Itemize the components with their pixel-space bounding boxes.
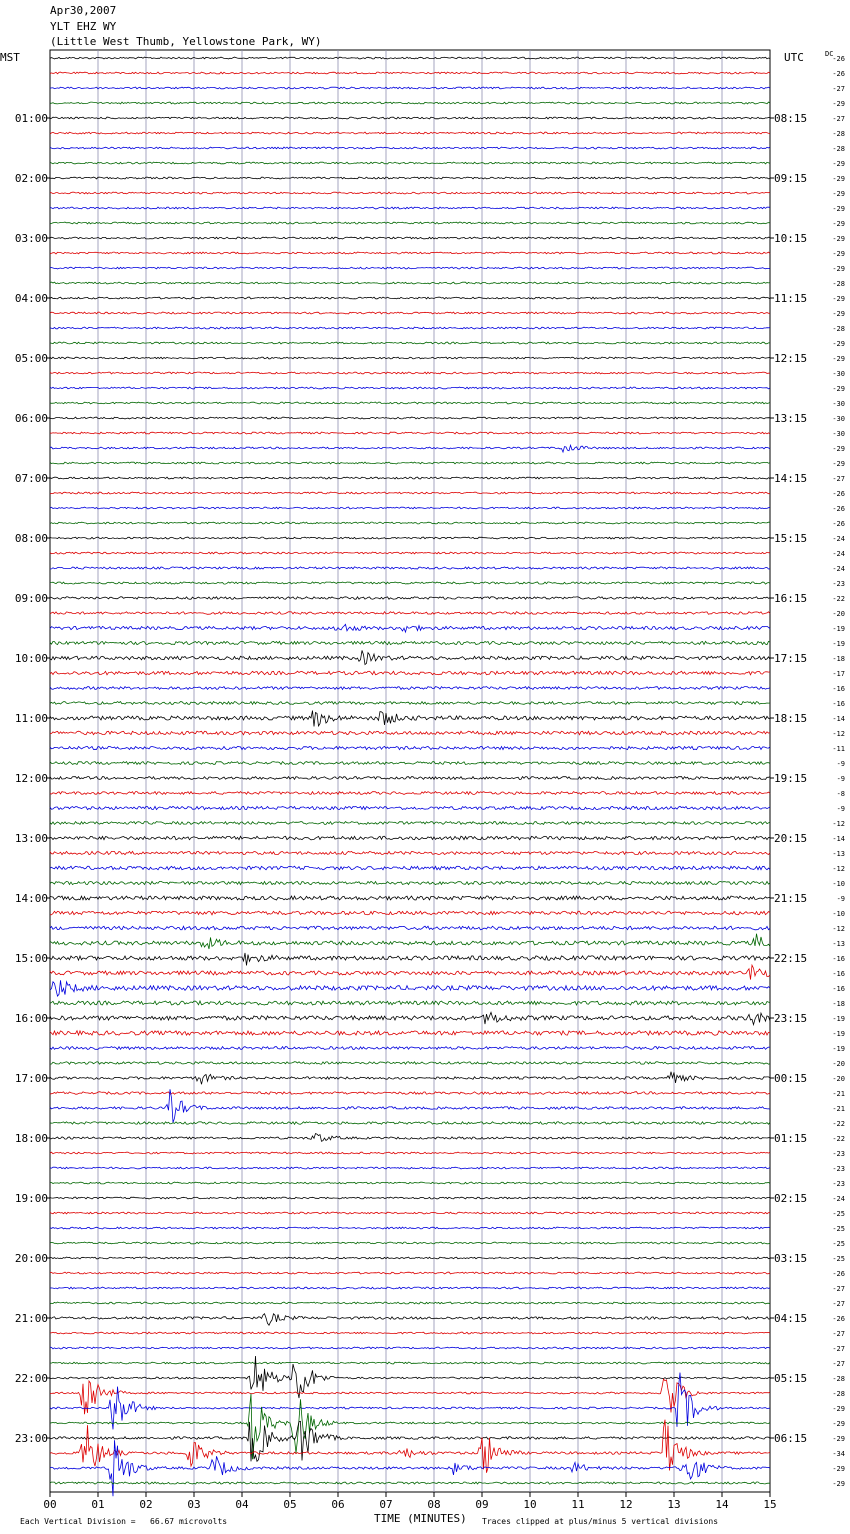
dc-offset-label: -19 bbox=[832, 1015, 845, 1023]
trace-line bbox=[50, 417, 770, 419]
trace-line bbox=[50, 1420, 770, 1473]
dc-offset-label: -19 bbox=[832, 640, 845, 648]
trace-line bbox=[50, 282, 770, 284]
dc-offset-label: -24 bbox=[832, 535, 845, 543]
dc-offset-label: -29 bbox=[832, 265, 845, 273]
trace-line bbox=[50, 762, 770, 765]
trace-line bbox=[50, 372, 770, 374]
mst-hour-label: 18:00 bbox=[14, 1132, 48, 1145]
utc-hour-label: 02:15 bbox=[774, 1192, 808, 1205]
dc-offset-label: -23 bbox=[832, 1150, 845, 1158]
trace-line bbox=[50, 87, 770, 89]
trace-line bbox=[50, 267, 770, 269]
dc-offset-label: -9 bbox=[836, 805, 845, 813]
trace-line bbox=[50, 177, 770, 179]
dc-offset-label: -26 bbox=[832, 505, 845, 513]
trace-line bbox=[50, 445, 770, 452]
trace-line bbox=[50, 1314, 770, 1326]
trace-line bbox=[50, 711, 770, 727]
dc-offset-label: -20 bbox=[832, 1060, 845, 1068]
dc-offset-label: -29 bbox=[832, 1465, 845, 1473]
dc-offset-label: -22 bbox=[832, 1135, 845, 1143]
dc-offset-label: -30 bbox=[832, 400, 845, 408]
dc-offset-label: -26 bbox=[832, 1270, 845, 1278]
x-tick-label: 09 bbox=[475, 1498, 489, 1511]
utc-hour-label: 22:15 bbox=[774, 952, 808, 965]
trace-line bbox=[50, 132, 770, 134]
dc-offset-label: -27 bbox=[832, 1360, 845, 1368]
trace-line bbox=[50, 552, 770, 554]
trace-line bbox=[50, 1332, 770, 1334]
utc-hour-label: 00:15 bbox=[774, 1072, 808, 1085]
trace-line bbox=[50, 1122, 770, 1125]
trace-line bbox=[50, 866, 770, 870]
trace-line bbox=[50, 57, 770, 59]
trace-line bbox=[50, 1031, 770, 1035]
dc-offset-label: -29 bbox=[832, 235, 845, 243]
trace-line bbox=[50, 222, 770, 224]
dc-offset-label: -27 bbox=[832, 1300, 845, 1308]
chart-location: (Little West Thumb, Yellowstone Park, WY) bbox=[50, 35, 322, 48]
dc-offset-label: -24 bbox=[832, 1195, 845, 1203]
dc-offset-label: -12 bbox=[832, 730, 845, 738]
trace-line bbox=[50, 881, 770, 884]
mst-hour-label: 20:00 bbox=[14, 1252, 48, 1265]
trace-line bbox=[50, 237, 770, 239]
trace-line bbox=[50, 624, 770, 632]
x-tick-label: 04 bbox=[235, 1498, 249, 1511]
dc-offset-label: -29 bbox=[832, 460, 845, 468]
mst-hour-label: 14:00 bbox=[14, 892, 48, 905]
trace-line bbox=[50, 612, 770, 615]
dc-offset-label: -8 bbox=[836, 790, 845, 798]
dc-offset-label: -28 bbox=[832, 130, 845, 138]
dc-offset-label: -9 bbox=[836, 775, 845, 783]
dc-offset-label: -9 bbox=[836, 895, 845, 903]
axis-labels bbox=[0, 50, 845, 1511]
trace-line bbox=[50, 836, 770, 840]
dc-offset-label: -26 bbox=[832, 520, 845, 528]
trace-line bbox=[50, 1302, 770, 1304]
dc-offset-label: -10 bbox=[832, 880, 845, 888]
trace-line bbox=[50, 746, 770, 749]
mst-hour-label: 19:00 bbox=[14, 1192, 48, 1205]
trace-line bbox=[50, 1001, 770, 1005]
trace-line bbox=[50, 402, 770, 404]
mst-hour-label: 09:00 bbox=[14, 592, 48, 605]
dc-offset-label: -29 bbox=[832, 190, 845, 198]
dc-offset-label: -28 bbox=[832, 325, 845, 333]
mst-axis-label: MST bbox=[0, 51, 20, 64]
x-tick-label: 02 bbox=[139, 1498, 153, 1511]
division-note: Each Vertical Division = 66.67 microvolts bbox=[20, 1517, 228, 1526]
trace-line bbox=[50, 522, 770, 524]
trace-line bbox=[50, 777, 770, 780]
time-grid bbox=[50, 50, 770, 1492]
trace-line bbox=[50, 1362, 770, 1364]
x-tick-label: 05 bbox=[283, 1498, 297, 1511]
dc-offset-label: -20 bbox=[832, 1075, 845, 1083]
trace-line bbox=[50, 702, 770, 705]
utc-hour-label: 06:15 bbox=[774, 1432, 808, 1445]
trace-line bbox=[50, 117, 770, 119]
trace-line bbox=[50, 342, 770, 344]
dc-offset-label: -29 bbox=[832, 1435, 845, 1443]
trace-line bbox=[50, 252, 770, 254]
chart-date: Apr30,2007 bbox=[50, 4, 117, 17]
clip-note: Traces clipped at plus/minus 5 vertical divisions bbox=[482, 1517, 719, 1526]
dc-offset-label: -9 bbox=[836, 760, 845, 768]
dc-offset-label: -23 bbox=[832, 580, 845, 588]
trace-line bbox=[50, 492, 770, 494]
trace-line bbox=[50, 1287, 770, 1289]
dc-offset-label: -34 bbox=[832, 1450, 845, 1458]
utc-hour-label: 01:15 bbox=[774, 1132, 808, 1145]
dc-offset-label: -26 bbox=[832, 490, 845, 498]
dc-offset-label: -30 bbox=[832, 430, 845, 438]
utc-hour-label: 18:15 bbox=[774, 712, 808, 725]
dc-offset-label: -24 bbox=[832, 565, 845, 573]
dc-offset-label: -29 bbox=[832, 385, 845, 393]
x-axis-title: TIME (MINUTES) bbox=[374, 1512, 467, 1525]
utc-hour-label: 12:15 bbox=[774, 352, 808, 365]
x-tick-label: 15 bbox=[763, 1498, 777, 1511]
dc-offset-label: -16 bbox=[832, 985, 845, 993]
dc-offset-label: -29 bbox=[832, 175, 845, 183]
trace-line bbox=[50, 102, 770, 104]
dc-offset-label: -29 bbox=[832, 100, 845, 108]
dc-offset-label: -19 bbox=[832, 1045, 845, 1053]
dc-offset-label: -23 bbox=[832, 1165, 845, 1173]
trace-line bbox=[50, 1212, 770, 1214]
dc-offset-label: -10 bbox=[832, 910, 845, 918]
trace-line bbox=[50, 1421, 770, 1461]
dc-offset-label: -14 bbox=[832, 715, 845, 723]
dc-offset-label: -28 bbox=[832, 145, 845, 153]
trace-line bbox=[50, 650, 770, 664]
dc-offset-label: -13 bbox=[832, 940, 845, 948]
trace-line bbox=[50, 207, 770, 209]
dc-offset-label: -29 bbox=[832, 160, 845, 168]
trace-line bbox=[50, 1134, 770, 1142]
x-tick-label: 00 bbox=[43, 1498, 57, 1511]
dc-offset-label: -26 bbox=[832, 55, 845, 63]
dc-offset-label: -30 bbox=[832, 370, 845, 378]
mst-hour-label: 01:00 bbox=[14, 112, 48, 125]
dc-offset-label: -14 bbox=[832, 835, 845, 843]
dc-offset-label: -16 bbox=[832, 970, 845, 978]
x-tick-label: 10 bbox=[523, 1498, 537, 1511]
trace-line bbox=[50, 1062, 770, 1065]
mst-hour-label: 11:00 bbox=[14, 712, 48, 725]
x-tick-label: 06 bbox=[331, 1498, 345, 1511]
dc-offset-label: -25 bbox=[832, 1240, 845, 1248]
dc-offset-label: -22 bbox=[832, 1120, 845, 1128]
trace-group bbox=[50, 57, 770, 1496]
dc-offset-label: -16 bbox=[832, 955, 845, 963]
utc-axis-label: UTC bbox=[784, 51, 804, 64]
utc-hour-label: 04:15 bbox=[774, 1312, 808, 1325]
trace-line bbox=[50, 953, 770, 966]
dc-offset-label: -27 bbox=[832, 1330, 845, 1338]
trace-line bbox=[50, 1482, 770, 1484]
x-tick-label: 01 bbox=[91, 1498, 105, 1511]
trace-line bbox=[50, 934, 770, 949]
dc-offset-label: -27 bbox=[832, 475, 845, 483]
trace-line bbox=[50, 965, 770, 979]
trace-line bbox=[50, 537, 770, 539]
utc-hour-label: 15:15 bbox=[774, 532, 808, 545]
dc-offset-label: -22 bbox=[832, 595, 845, 603]
mst-hour-label: 16:00 bbox=[14, 1012, 48, 1025]
dc-offset-label: -29 bbox=[832, 355, 845, 363]
dc-offset-label: -29 bbox=[832, 295, 845, 303]
trace-line bbox=[50, 980, 770, 996]
trace-line bbox=[50, 192, 770, 194]
mst-hour-label: 22:00 bbox=[14, 1372, 48, 1385]
x-tick-label: 13 bbox=[667, 1498, 681, 1511]
plot-frame bbox=[50, 50, 770, 1492]
x-tick-label: 08 bbox=[427, 1498, 441, 1511]
utc-hour-label: 14:15 bbox=[774, 472, 808, 485]
dc-offset-label: -13 bbox=[832, 850, 845, 858]
trace-line bbox=[50, 1197, 770, 1199]
mst-hour-label: 07:00 bbox=[14, 472, 48, 485]
dc-offset-label: -29 bbox=[832, 250, 845, 258]
utc-hour-label: 21:15 bbox=[774, 892, 808, 905]
x-tick-label: 11 bbox=[571, 1498, 585, 1511]
trace-line bbox=[50, 1089, 770, 1122]
mst-hour-label: 06:00 bbox=[14, 412, 48, 425]
dc-offset-label: -25 bbox=[832, 1210, 845, 1218]
dc-offset-label: -29 bbox=[832, 205, 845, 213]
mst-hour-label: 17:00 bbox=[14, 1072, 48, 1085]
dc-offset-label: -25 bbox=[832, 1255, 845, 1263]
mst-hour-label: 02:00 bbox=[14, 172, 48, 185]
trace-line bbox=[50, 1012, 770, 1024]
trace-line bbox=[50, 641, 770, 644]
mst-hour-label: 10:00 bbox=[14, 652, 48, 665]
dc-offset-label: -19 bbox=[832, 1030, 845, 1038]
chart-station: YLT EHZ WY bbox=[50, 20, 117, 33]
mst-hour-label: 08:00 bbox=[14, 532, 48, 545]
utc-hour-label: 17:15 bbox=[774, 652, 808, 665]
trace-line bbox=[50, 597, 770, 600]
x-tick-label: 07 bbox=[379, 1498, 393, 1511]
trace-line bbox=[50, 822, 770, 825]
trace-line bbox=[50, 1373, 770, 1430]
mst-hour-label: 15:00 bbox=[14, 952, 48, 965]
dc-offset-label: -29 bbox=[832, 1405, 845, 1413]
trace-line bbox=[50, 567, 770, 569]
dc-offset-label: -25 bbox=[832, 1225, 845, 1233]
mst-hour-label: 12:00 bbox=[14, 772, 48, 785]
trace-line bbox=[50, 72, 770, 74]
trace-line bbox=[50, 312, 770, 314]
utc-hour-label: 10:15 bbox=[774, 232, 808, 245]
trace-line bbox=[50, 1227, 770, 1229]
utc-hour-label: 19:15 bbox=[774, 772, 808, 785]
utc-hour-label: 09:15 bbox=[774, 172, 808, 185]
dc-offset-label: -16 bbox=[832, 685, 845, 693]
trace-line bbox=[50, 507, 770, 509]
dc-offset-label: -29 bbox=[832, 445, 845, 453]
dc-offset-label: -27 bbox=[832, 1345, 845, 1353]
trace-line bbox=[50, 327, 770, 329]
dc-offset-label: -30 bbox=[832, 415, 845, 423]
dc-offset-label: -26 bbox=[832, 1315, 845, 1323]
dc-offset-label: -21 bbox=[832, 1090, 845, 1098]
dc-offset-label: -27 bbox=[832, 115, 845, 123]
dc-offset-label: -16 bbox=[832, 700, 845, 708]
trace-line bbox=[50, 792, 770, 795]
trace-line bbox=[50, 147, 770, 149]
dc-offset-label: -11 bbox=[832, 745, 845, 753]
trace-line bbox=[50, 926, 770, 930]
dc-offset-label: -18 bbox=[832, 1000, 845, 1008]
x-tick-label: 12 bbox=[619, 1498, 633, 1511]
dc-offset-label: -29 bbox=[832, 1420, 845, 1428]
trace-line bbox=[50, 162, 770, 164]
trace-line bbox=[50, 477, 770, 479]
dc-offset-label: -12 bbox=[832, 925, 845, 933]
trace-line bbox=[50, 1182, 770, 1184]
dc-offset-label: -24 bbox=[832, 550, 845, 558]
dc-offset-label: -28 bbox=[832, 1375, 845, 1383]
trace-line bbox=[50, 851, 770, 854]
dc-offset-label: -28 bbox=[832, 1390, 845, 1398]
dc-offset-label: -28 bbox=[832, 280, 845, 288]
mst-hour-label: 03:00 bbox=[14, 232, 48, 245]
dc-offset-label: -17 bbox=[832, 670, 845, 678]
dc-offset-label: -19 bbox=[832, 625, 845, 633]
dc-offset-label: -29 bbox=[832, 220, 845, 228]
utc-hour-label: 05:15 bbox=[774, 1372, 808, 1385]
dc-offset-label: -18 bbox=[832, 655, 845, 663]
utc-hour-label: 16:15 bbox=[774, 592, 808, 605]
trace-line bbox=[50, 1152, 770, 1154]
trace-line bbox=[50, 387, 770, 389]
trace-line bbox=[50, 432, 770, 434]
trace-line bbox=[50, 1167, 770, 1169]
x-tick-label: 14 bbox=[715, 1498, 729, 1511]
utc-hour-label: 13:15 bbox=[774, 412, 808, 425]
trace-line bbox=[50, 1072, 770, 1085]
trace-line bbox=[50, 806, 770, 809]
trace-line bbox=[50, 582, 770, 584]
utc-hour-label: 11:15 bbox=[774, 292, 808, 305]
trace-line bbox=[50, 687, 770, 690]
trace-line bbox=[50, 1257, 770, 1259]
utc-hour-label: 20:15 bbox=[774, 832, 808, 845]
dc-offset-label: -12 bbox=[832, 820, 845, 828]
trace-line bbox=[50, 1272, 770, 1274]
trace-line bbox=[50, 357, 770, 359]
trace-line bbox=[50, 462, 770, 464]
dc-offset-label: -29 bbox=[832, 310, 845, 318]
mst-hour-label: 13:00 bbox=[14, 832, 48, 845]
trace-line bbox=[50, 1347, 770, 1349]
dc-offset-label: -21 bbox=[832, 1105, 845, 1113]
trace-line bbox=[50, 1092, 770, 1095]
trace-line bbox=[50, 1047, 770, 1050]
dc-axis-label: DC bbox=[825, 50, 834, 58]
dc-offset-label: -12 bbox=[832, 865, 845, 873]
dc-offset-label: -29 bbox=[832, 1480, 845, 1488]
trace-line bbox=[50, 297, 770, 299]
trace-line bbox=[50, 671, 770, 675]
mst-hour-label: 21:00 bbox=[14, 1312, 48, 1325]
x-tick-label: 03 bbox=[187, 1498, 201, 1511]
trace-line bbox=[50, 1242, 770, 1244]
dc-offset-label: -27 bbox=[832, 1285, 845, 1293]
mst-hour-label: 23:00 bbox=[14, 1432, 48, 1445]
mst-hour-label: 04:00 bbox=[14, 292, 48, 305]
dc-offset-label: -23 bbox=[832, 1180, 845, 1188]
dc-offset-label: -20 bbox=[832, 610, 845, 618]
trace-line bbox=[50, 911, 770, 915]
trace-line bbox=[50, 731, 770, 735]
dc-offset-label: -29 bbox=[832, 340, 845, 348]
mst-hour-label: 05:00 bbox=[14, 352, 48, 365]
utc-hour-label: 08:15 bbox=[774, 112, 808, 125]
trace-line bbox=[50, 896, 770, 900]
utc-hour-label: 03:15 bbox=[774, 1252, 808, 1265]
utc-hour-label: 23:15 bbox=[774, 1012, 808, 1025]
dc-offset-label: -26 bbox=[832, 70, 845, 78]
dc-offset-label: -27 bbox=[832, 85, 845, 93]
